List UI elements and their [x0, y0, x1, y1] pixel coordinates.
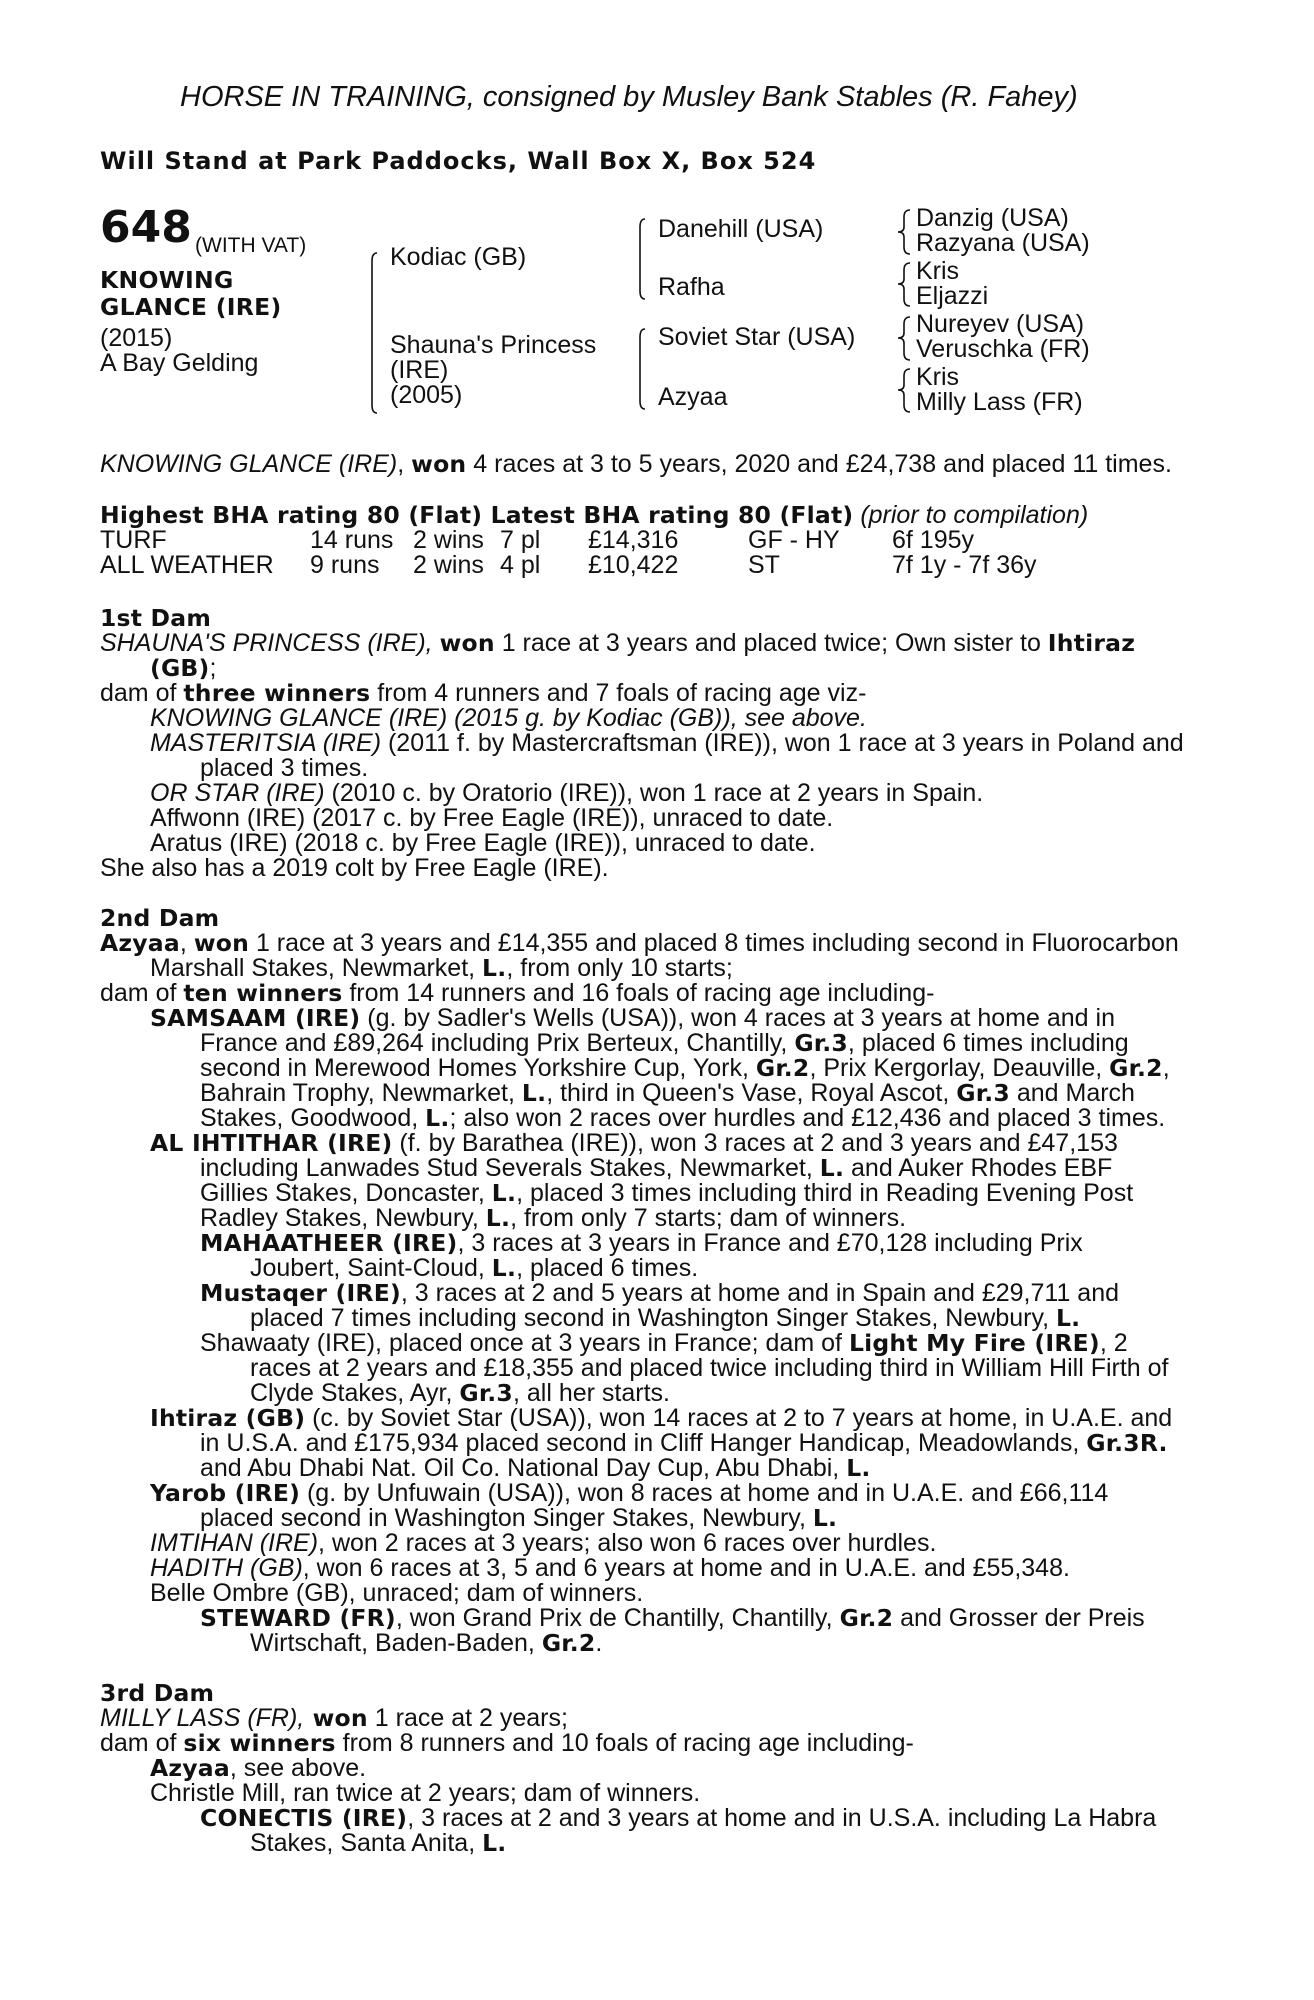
brace-dd: [898, 369, 910, 412]
christle-mill: Christle Mill, ran twice at 2 years; dam of winners.: [150, 1779, 701, 1807]
azyaa-produce: dam of ten winners from 14 runners and 16 foals of racing age including-: [100, 979, 935, 1007]
azyaa-line-cont: Marshall Stakes, Newmarket, L., from only 10 starts;: [150, 954, 733, 982]
dam: Shauna's Princess: [390, 331, 597, 359]
mustaqer-2: placed 7 times including second in Washington Singer Stakes, Newbury, L.: [250, 1304, 1081, 1332]
sire: Kodiac (GB): [390, 243, 527, 271]
gen3-7: Kris: [916, 363, 960, 391]
progeny-or-star: OR STAR (IRE) (2010 c. by Oratorio (IRE)), won 1 race at 2 years in Spain.: [150, 779, 984, 807]
dam-sire: Soviet Star (USA): [658, 323, 856, 351]
stand-location: Will Stand at Park Paddocks, Wall Box X, Box 524: [100, 147, 817, 175]
lot-number: 648: [100, 202, 192, 253]
stats-row-turf: TURF 14 runs 2 wins 7 pl £14,316 GF - HY 6f 195y: [100, 526, 975, 554]
dam-country: (IRE): [390, 356, 449, 384]
first-dam-line: SHAUNA'S PRINCESS (IRE), won 1 race at 3 years and placed twice; Own sister to Ihtiraz: [100, 629, 1136, 657]
brace-sd: [898, 263, 910, 306]
mahaatheer-2: Joubert, Saint-Cloud, L., placed 6 times.: [250, 1254, 699, 1282]
al-ihtithar-3: Gillies Stakes, Doncaster, L., placed 3 times including third in Reading Evening Post: [200, 1179, 1134, 1207]
progeny-2019-colt: She also has a 2019 colt by Free Eagle (IRE).: [100, 854, 609, 882]
azyaa-ref: Azyaa, see above.: [150, 1754, 367, 1782]
horse-name: KNOWING GLANCE (IRE): [100, 266, 282, 321]
sire-sire: Danehill (USA): [658, 215, 824, 243]
belle-ombre: Belle Ombre (GB), unraced; dam of winners.: [150, 1579, 644, 1607]
shawaaty-3: Clyde Stakes, Ayr, Gr.3, all her starts.: [250, 1379, 670, 1407]
gen3-6: Veruschka (FR): [916, 335, 1090, 363]
first-dam-line-cont: (GB);: [150, 654, 217, 682]
samsaam: SAMSAAM (IRE) (g. by Sadler's Wells (USA)), won 4 races at 3 years at home and in: [150, 1004, 1115, 1032]
sire-dam: Rafha: [658, 273, 725, 301]
gen3-8: Milly Lass (FR): [916, 388, 1083, 416]
gen3-3: Kris: [916, 257, 960, 285]
gen3-4: Eljazzi: [916, 282, 989, 310]
mahaatheer: MAHAATHEER (IRE), 3 races at 3 years in France and £70,128 including Prix: [200, 1229, 1083, 1257]
first-dam-heading: 1st Dam: [100, 604, 212, 632]
conectis-2: Stakes, Santa Anita, L.: [250, 1829, 507, 1857]
al-ihtithar-4: Radley Stakes, Newbury, L., from only 7 starts; dam of winners.: [200, 1204, 907, 1232]
vat-note: (WITH VAT): [195, 234, 307, 257]
first-dam-produce: dam of three winners from 4 runners and 7 foals of racing age viz-: [100, 679, 867, 707]
yarob-2: placed second in Washington Singer Stakes, Newbury, L.: [200, 1504, 838, 1532]
horse-description: A Bay Gelding: [100, 349, 259, 377]
ihtiraz: Ihtiraz (GB) (c. by Soviet Star (USA)), won 14 races at 2 to 7 years at home, in U.A.E. and: [150, 1404, 1173, 1432]
progeny-aratus: Aratus (IRE) (2018 c. by Free Eagle (IRE)), unraced to date.: [150, 829, 816, 857]
yarob: Yarob (IRE) (g. by Unfuwain (USA)), won 8 races at home and in U.A.E. and £66,114: [150, 1479, 1109, 1507]
brace-ds: [898, 317, 910, 360]
bracket-sire-dam: [372, 253, 377, 413]
progeny-masteritsia: MASTERITSIA (IRE) (2011 f. by Mastercraftsman (IRE)), won 1 race at 3 years in Poland and: [150, 729, 1184, 757]
rating-line: Highest BHA rating 80 (Flat) Latest BHA rating 80 (Flat) (prior to compilation): [100, 501, 1089, 529]
hadith: HADITH (GB), won 6 races at 3, 5 and 6 years at home and in U.A.E. and £55,348.: [150, 1554, 1070, 1582]
steward-2: Wirtschaft, Baden-Baden, Gr.2.: [250, 1629, 603, 1657]
bracket-sire-parents: [640, 219, 645, 299]
milly-lass: MILLY LASS (FR), won 1 race at 2 years;: [100, 1704, 568, 1732]
progeny-affwonn: Affwonn (IRE) (2017 c. by Free Eagle (IRE)), unraced to date.: [150, 804, 834, 832]
gen3-1: Danzig (USA): [916, 204, 1069, 232]
samsaam-3: second in Merewood Homes Yorkshire Cup, York, Gr.2, Prix Kergorlay, Deauville, Gr.2,: [200, 1054, 1170, 1082]
shawaaty-2: races at 2 years and £18,355 and placed twice including third in William Hill Firth of: [250, 1354, 1169, 1382]
al-ihtithar-2: including Lanwades Stud Severals Stakes, Newmarket, L. and Auker Rhodes EBF: [200, 1154, 1113, 1182]
second-dam-heading: 2nd Dam: [100, 904, 220, 932]
page-title: HORSE IN TRAINING, consigned by Musley Bank Stables (R. Fahey): [180, 81, 1078, 113]
third-dam-heading: 3rd Dam: [100, 1679, 215, 1707]
brace-ss: [898, 210, 910, 254]
shawaaty: Shawaaty (IRE), placed once at 3 years in France; dam of Light My Fire (IRE), 2: [200, 1329, 1128, 1357]
race-summary: KNOWING GLANCE (IRE), won 4 races at 3 to 5 years, 2020 and £24,738 and placed 11 times.: [100, 450, 1172, 478]
gen3-5: Nureyev (USA): [916, 310, 1085, 338]
azyaa-line: Azyaa, won 1 race at 3 years and £14,355 and placed 8 times including second in Fluorocarbon: [100, 929, 1179, 957]
dam-year: (2005): [390, 381, 463, 409]
samsaam-4: Bahrain Trophy, Newmarket, L., third in Queen's Vase, Royal Ascot, Gr.3 and March: [200, 1079, 1135, 1107]
dam-dam: Azyaa: [658, 383, 728, 411]
samsaam-2: France and £89,264 including Prix Berteux, Chantilly, Gr.3, placed 6 times including: [200, 1029, 1129, 1057]
imtihan: IMTIHAN (IRE), won 2 races at 3 years; also won 6 races over hurdles.: [150, 1529, 937, 1557]
progeny-knowing-glance: KNOWING GLANCE (IRE) (2015 g. by Kodiac (GB)), see above.: [150, 704, 867, 732]
steward: STEWARD (FR), won Grand Prix de Chantilly, Chantilly, Gr.2 and Grosser der Preis: [200, 1604, 1145, 1632]
milly-lass-produce: dam of six winners from 8 runners and 10 foals of racing age including-: [100, 1729, 914, 1757]
mustaqer: Mustaqer (IRE), 3 races at 2 and 5 years at home and in Spain and £29,711 and: [200, 1279, 1120, 1307]
samsaam-5: Stakes, Goodwood, L.; also won 2 races over hurdles and £12,436 and placed 3 times.: [200, 1104, 1166, 1132]
al-ihtithar: AL IHTITHAR (IRE) (f. by Barathea (IRE)), won 3 races at 2 and 3 years and £47,153: [150, 1129, 1118, 1157]
progeny-masteritsia-cont: placed 3 times.: [200, 754, 369, 782]
gen3-2: Razyana (USA): [916, 229, 1090, 257]
stats-row-all-weather: ALL WEATHER 9 runs 2 wins 4 pl £10,422 ST 7f 1y - 7f 36y: [100, 551, 1037, 579]
ihtiraz-2: in U.S.A. and £175,934 placed second in Cliff Hanger Handicap, Meadowlands, Gr.3R.: [200, 1429, 1168, 1457]
ihtiraz-3: and Abu Dhabi Nat. Oil Co. National Day Cup, Abu Dhabi, L.: [200, 1454, 871, 1482]
pedigree-table: [100, 202, 1210, 435]
foaling-year: (2015): [100, 324, 173, 352]
conectis: CONECTIS (IRE), 3 races at 2 and 3 years at home and in U.S.A. including La Habra: [200, 1804, 1157, 1832]
bracket-dam-parents: [640, 329, 645, 409]
